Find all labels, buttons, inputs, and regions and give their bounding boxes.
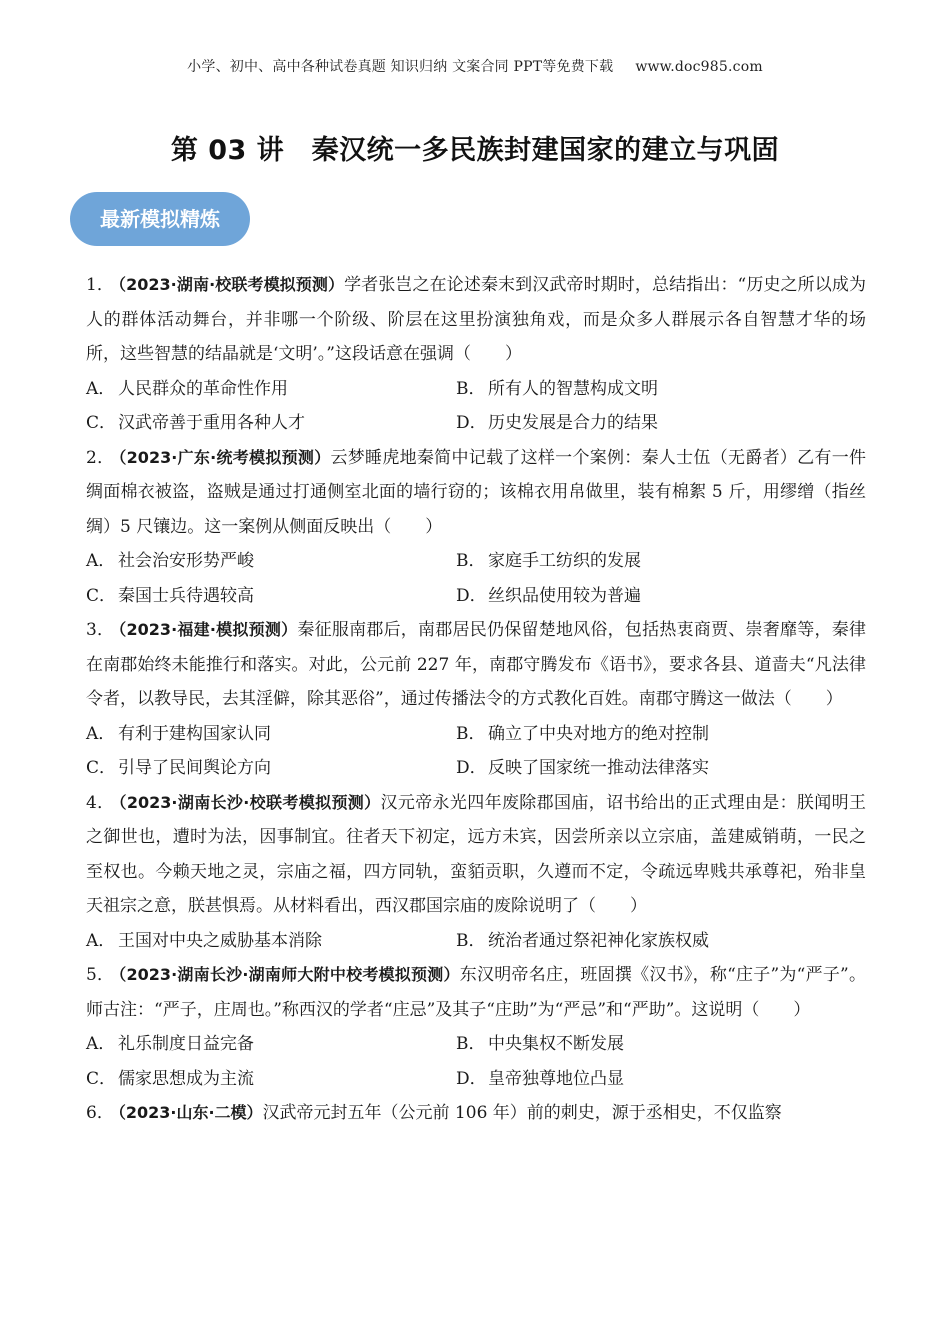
option-text: 有利于建构国家认同 [118, 723, 271, 744]
question-number: 2． [86, 447, 115, 468]
answer-options [86, 717, 866, 786]
question-source: （2023·广东·统考模拟预测） [118, 447, 331, 467]
question-number: 6． [86, 1103, 114, 1123]
answer-option[interactable] [86, 544, 456, 579]
question-stem [86, 786, 866, 924]
question-block [86, 1096, 866, 1131]
question-source: （2023·山东·二模） [117, 1103, 263, 1122]
option-letter: D． [456, 758, 487, 778]
answer-options [86, 544, 866, 613]
question-source: （2023·福建·模拟预测） [118, 620, 298, 639]
answer-option[interactable] [456, 924, 826, 959]
answer-option[interactable] [86, 1062, 456, 1097]
question-text: 秦征服南郡后，南郡居民仍保留楚地风俗，包括热衷商贾、崇奢靡等，秦律在南郡始终未能推行和落实。对此，公元前 227 年，南郡守腾发布《语书》，要求各县、道啬夫“凡法律令者，以教导民，去其淫僻，除其恶俗”，通过传播法令的方式教化百姓。南郡守腾这一做法（ ） [86, 620, 866, 709]
option-text: 历史发展是合力的结果 [488, 413, 658, 433]
answer-options [86, 372, 866, 441]
question-number: 1． [86, 275, 115, 295]
answer-option[interactable] [86, 372, 456, 407]
option-text: 反映了国家统一推动法律落实 [488, 758, 709, 778]
answer-option[interactable] [86, 406, 456, 441]
answer-option[interactable] [86, 717, 456, 752]
question-block [86, 441, 866, 614]
option-text: 统治者通过祭祀神化家族权威 [488, 930, 709, 951]
question-text: 云梦睡虎地秦简中记载了这样一个案例：秦人士伍（无爵者）乙有一件绸面棉衣被盗，盗贼是通过打通侧室北面的墙行窃的；该棉衣用帛做里，装有棉絮 5 斤，用缪缯（指丝绸）5 尺镶边。这一案例从侧面反映出（ ） [86, 447, 866, 537]
answer-option[interactable] [86, 924, 456, 959]
question-stem [86, 958, 866, 1027]
answer-option[interactable] [86, 1027, 456, 1062]
site-header [0, 56, 950, 76]
answer-option[interactable] [456, 372, 826, 407]
option-letter: A． [86, 723, 116, 744]
question-stem [86, 268, 866, 372]
document-title: 第 03 讲 秦汉统一多民族封建国家的建立与巩固 [170, 135, 780, 166]
option-letter: A． [86, 930, 116, 951]
site-header-url[interactable]: www.doc985.com [635, 59, 763, 75]
question-block [86, 958, 866, 1096]
option-letter: B． [456, 551, 486, 571]
option-text: 引导了民间舆论方向 [118, 758, 271, 778]
option-text: 家庭手工纺织的发展 [488, 551, 641, 571]
option-text: 秦国士兵待遇较高 [118, 585, 254, 606]
question-stem [86, 441, 866, 545]
question-source: （2023·湖南长沙·湖南师大附中校考模拟预测） [118, 965, 460, 984]
question-number: 5． [86, 965, 115, 985]
answer-option[interactable] [456, 544, 826, 579]
answer-option[interactable] [456, 1062, 826, 1097]
answer-options [86, 924, 866, 959]
option-text: 社会治安形势严峻 [118, 551, 254, 571]
option-text: 儒家思想成为主流 [118, 1068, 254, 1089]
option-letter: C． [86, 1068, 117, 1089]
option-letter: B． [456, 930, 486, 951]
option-letter: B． [456, 723, 486, 744]
option-text: 中央集权不断发展 [488, 1034, 624, 1054]
question-block [86, 786, 866, 959]
question-block [86, 268, 866, 441]
answer-option[interactable] [86, 579, 456, 614]
question-stem [86, 613, 866, 717]
question-list [86, 268, 866, 1131]
answer-option[interactable] [456, 579, 826, 614]
question-stem [86, 1096, 866, 1131]
option-text: 丝织品使用较为普遍 [488, 585, 641, 606]
question-text: 汉武帝元封五年（公元前 106 年）前的刺史，源于丞相史，不仅监察 [262, 1103, 782, 1123]
question-number: 4． [86, 792, 115, 813]
option-letter: C． [86, 758, 117, 778]
option-letter: C． [86, 413, 117, 433]
option-letter: B． [456, 378, 486, 399]
site-header-text: 小学、初中、高中各种试卷真题 知识归纳 文案合同 PPT等免费下载 [187, 59, 614, 75]
question-text: 汉元帝永光四年废除郡国庙，诏书给出的正式理由是：朕闻明王之御世也，遭时为法，因事制宜。往者天下初定，远方未宾，因尝所亲以立宗庙，盖建威销萌，一民之至权也。今赖天地之灵，宗庙之福，四方同轨，蛮貊贡职，久遵而不定，令疏远卑贱共承尊祀，殆非皇天祖宗之意，朕甚惧焉。从材料看出，西汉郡国宗庙的废除说明了（ ） [86, 792, 866, 916]
answer-option[interactable] [456, 751, 826, 786]
option-text: 王国对中央之威胁基本消除 [118, 930, 322, 951]
option-text: 确立了中央对地方的绝对控制 [488, 723, 709, 744]
option-letter: D． [456, 1068, 487, 1089]
option-letter: D． [456, 413, 487, 433]
answer-option[interactable] [86, 751, 456, 786]
option-letter: A． [86, 551, 116, 571]
question-block [86, 613, 866, 786]
option-letter: B． [456, 1034, 486, 1054]
question-text: 学者张岂之在论述秦末到汉武帝时期时，总结指出：“历史之所以成为人的群体活动舞台，并非哪一个阶级、阶层在这里扮演独角戏，而是众多人群展示各自智慧才华的场所，这些智慧的结晶就是‘文明’。”这段话意在强调（ ） [86, 275, 866, 364]
option-text: 人民群众的革命性作用 [118, 378, 288, 399]
option-letter: C． [86, 585, 117, 606]
question-text: 东汉明帝名庄，班固撰《汉书》，称“庄子”为“严子”。师古注：“严子，庄周也。”称西汉的学者“庄忌”及其子“庄助”为“严忌”和“严助”。这说明（ ） [86, 965, 866, 1020]
answer-options [86, 1027, 866, 1096]
question-number: 3． [86, 620, 115, 640]
answer-option[interactable] [456, 717, 826, 752]
question-source: （2023·湖南·校联考模拟预测） [118, 275, 345, 294]
answer-option[interactable] [456, 406, 826, 441]
option-text: 所有人的智慧构成文明 [488, 378, 658, 399]
option-text: 皇帝独尊地位凸显 [488, 1068, 624, 1089]
question-source: （2023·湖南长沙·校联考模拟预测） [118, 792, 381, 812]
option-letter: A． [86, 378, 116, 399]
option-letter: A． [86, 1034, 116, 1054]
section-label-badge: 最新模拟精炼 [70, 192, 250, 246]
option-text: 汉武帝善于重用各种人才 [118, 413, 305, 433]
option-text: 礼乐制度日益完备 [118, 1034, 254, 1054]
option-letter: D． [456, 585, 487, 606]
answer-option[interactable] [456, 1027, 826, 1062]
